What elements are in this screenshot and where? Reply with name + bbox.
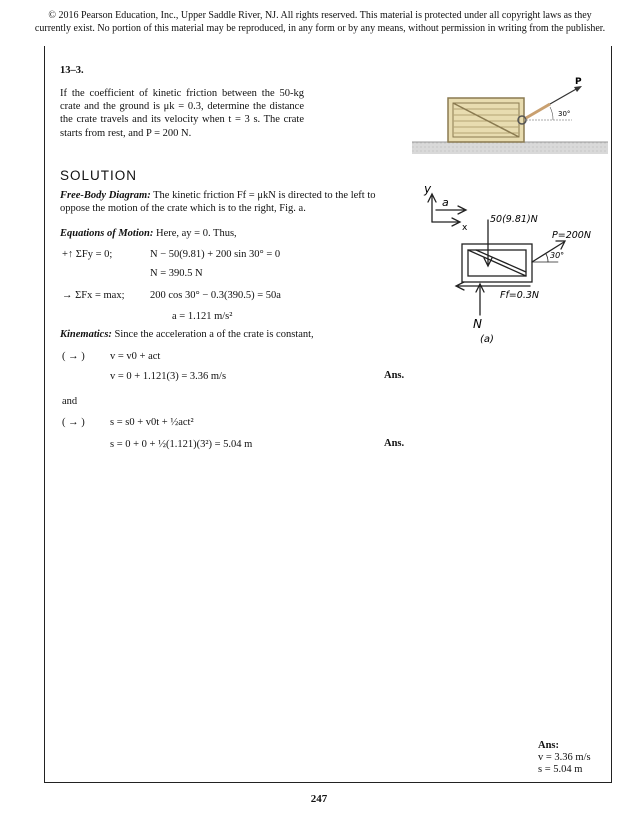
eq1-label: +↑ ΣFy = 0;: [62, 249, 113, 260]
fbd-figure-label: (a): [480, 334, 494, 345]
force-label: P: [575, 77, 582, 87]
direction-1: ( → ): [62, 351, 85, 362]
fbd-y-label: y: [424, 182, 432, 196]
eq3: 200 cos 30° − 0.3(390.5) = 50a: [150, 290, 281, 301]
fbd-force-label: P=200N: [552, 230, 591, 241]
kin-title: Kinematics:: [60, 329, 112, 340]
ans-label-2: Ans.: [384, 438, 405, 449]
eq4: a = 1.121 m/s²: [172, 311, 233, 322]
v-eq2: v = 0 + 1.121(3) = 3.36 m/s: [110, 371, 227, 382]
eq3-label: → ΣFx = max;: [62, 290, 125, 301]
fbd-a-label: a: [442, 196, 449, 209]
fbd-x-label: x: [462, 223, 468, 233]
problem-number: 13–3.: [60, 65, 84, 76]
free-body-diagram: [418, 180, 608, 350]
solution-heading: SOLUTION: [60, 168, 138, 183]
rope: [526, 104, 550, 118]
problem-figure: [412, 74, 608, 156]
s-eq1: s = s0 + v0t + ½act²: [110, 417, 194, 428]
fbd-normal-label: N: [473, 317, 482, 331]
answer-v: v = 3.36 m/s: [538, 752, 591, 763]
fbd-text: The kinetic friction Ff = μkN is directed to the left to oppose the motion of the crate which is to the right, Fig. a.: [60, 190, 376, 215]
eq1: N − 50(9.81) + 200 sin 30° = 0: [150, 249, 281, 260]
eom-title: Equations of Motion:: [60, 228, 154, 239]
page-frame: [44, 46, 612, 783]
eom-paragraph: [60, 227, 410, 240]
eom-text: Here, ay = 0. Thus,: [153, 228, 237, 239]
s-eq2: s = 0 + 0 + ½(1.121)(3²) = 5.04 m: [110, 439, 253, 450]
fbd-paragraph: [60, 189, 402, 215]
kinematics-paragraph: [60, 328, 410, 341]
angle-label: 30°: [558, 110, 571, 118]
fbd-weight-label: 50(9.81)N: [490, 214, 538, 225]
force-arrow: [550, 88, 578, 104]
ans-label-1: Ans.: [384, 370, 405, 381]
answer-title: Ans:: [538, 740, 560, 751]
ground: [412, 142, 608, 154]
fbd-title: Free-Body Diagram:: [60, 190, 151, 201]
page-number: 247: [310, 793, 328, 805]
answer-s: s = 5.04 m: [538, 764, 583, 775]
answer-box: [538, 740, 591, 776]
fbd-angle-label: 30°: [550, 251, 565, 260]
eq2: N = 390.5 N: [150, 268, 203, 279]
and-text: and: [62, 396, 78, 407]
kin-text: Since the acceleration a of the crate is constant,: [111, 329, 314, 340]
fbd-friction-label: Ff=0.3N: [500, 290, 539, 301]
copyright-notice: © 2016 Pearson Education, Inc., Upper Saddle River, NJ. All rights reserved. This material is protected under all copyright laws as they currently exist. No portion of this material may be reproduced, in any form or by any means, without permission in writing from the publisher.: [34, 10, 606, 34]
crate: [448, 98, 524, 142]
problem-statement: If the coefficient of kinetic friction between the 50-kg crate and the ground is μk = 0.3, determine the distance the crate travels and its velocity when t = 3 s. The crate starts from rest, and P = 200 N.: [60, 88, 304, 139]
v-eq1: v = v0 + act: [110, 351, 161, 362]
direction-2: ( → ): [62, 417, 85, 428]
